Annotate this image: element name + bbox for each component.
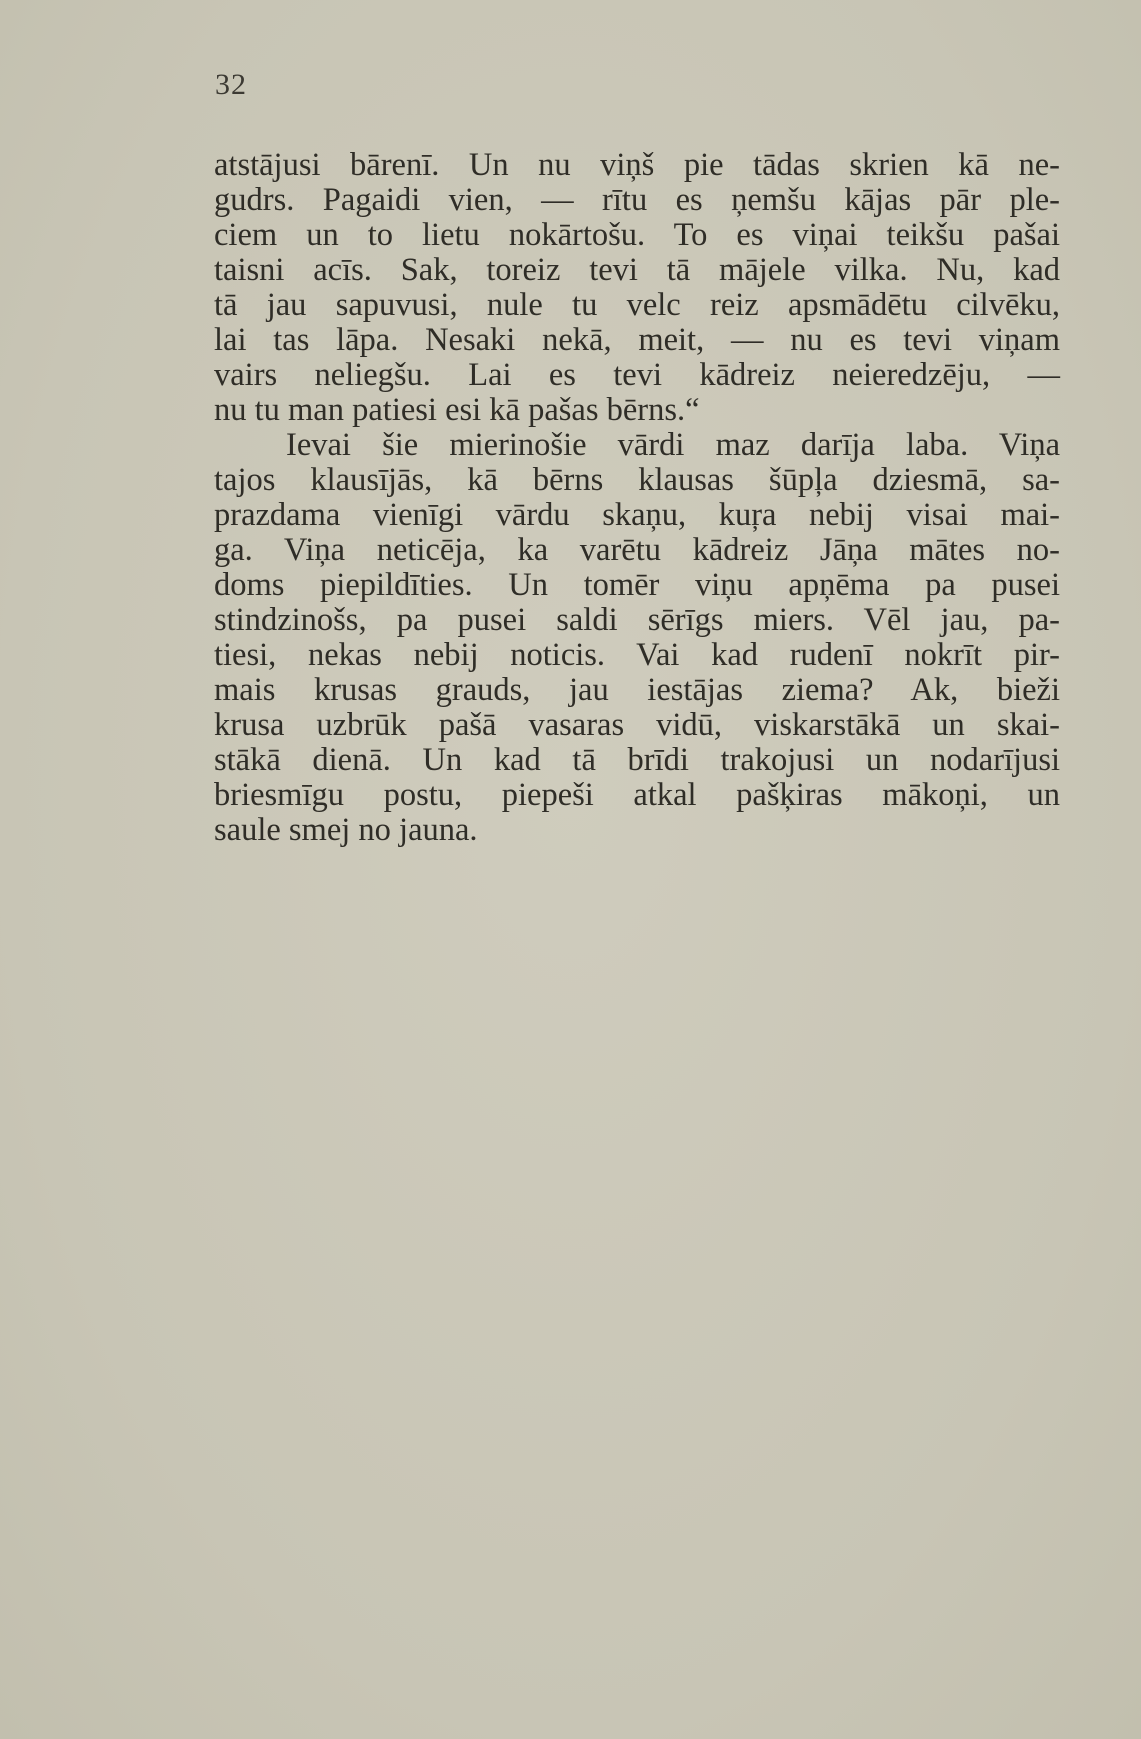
text-line: prazdama vienīgi vārdu skaņu, kuŗa nebij visai mai- bbox=[214, 497, 1060, 533]
text-line: tajos klausījās, kā bērns klausas šūpļa dziesmā, sa- bbox=[214, 462, 1060, 498]
page-number: 32 bbox=[215, 68, 247, 101]
text-line: tā jau sapuvusi, nule tu velc reiz apsmādētu cilvēku, bbox=[214, 287, 1060, 323]
text-line: stākā dienā. Un kad tā brīdi trakojusi un nodarījusi bbox=[214, 742, 1060, 778]
text-line: atstājusi bārenī. Un nu viņš pie tādas skrien kā ne- bbox=[214, 147, 1060, 183]
text-line: ciem un to lietu nokārtošu. To es viņai teikšu pašai bbox=[214, 217, 1060, 253]
text-line: gudrs. Pagaidi vien, — rītu es ņemšu kājas pār ple- bbox=[214, 182, 1060, 218]
text-line: krusa uzbrūk pašā vasaras vidū, viskarstākā un skai- bbox=[214, 707, 1060, 743]
text-line: stindzinošs, pa pusei saldi sērīgs miers. Vēl jau, pa- bbox=[214, 602, 1060, 638]
text-line: ga. Viņa neticēja, ka varētu kādreiz Jāņa mātes no- bbox=[214, 532, 1060, 568]
text-line: nu tu man patiesi esi kā pašas bērns.“ bbox=[214, 392, 700, 428]
text-line: taisni acīs. Sak, toreiz tevi tā mājele vilka. Nu, kad bbox=[214, 252, 1060, 288]
text-line: tiesi, nekas nebij noticis. Vai kad rudenī nokrīt pir- bbox=[214, 637, 1060, 673]
text-line-paragraph-start: Ievai šie mierinošie vārdi maz darīja laba. Viņa bbox=[286, 427, 1060, 463]
text-line: doms piepildīties. Un tomēr viņu apņēma pa pusei bbox=[214, 567, 1060, 603]
text-line: mais krusas grauds, jau iestājas ziema? Ak, bieži bbox=[214, 672, 1060, 708]
text-line: lai tas lāpa. Nesaki nekā, meit, — nu es tevi viņam bbox=[214, 322, 1060, 358]
text-line: vairs neliegšu. Lai es tevi kādreiz neieredzēju, — bbox=[214, 357, 1060, 393]
text-line: saule smej no jauna. bbox=[214, 812, 478, 848]
body-text bbox=[214, 148, 1060, 848]
text-line: briesmīgu postu, piepeši atkal pašķiras mākoņi, un bbox=[214, 777, 1060, 813]
